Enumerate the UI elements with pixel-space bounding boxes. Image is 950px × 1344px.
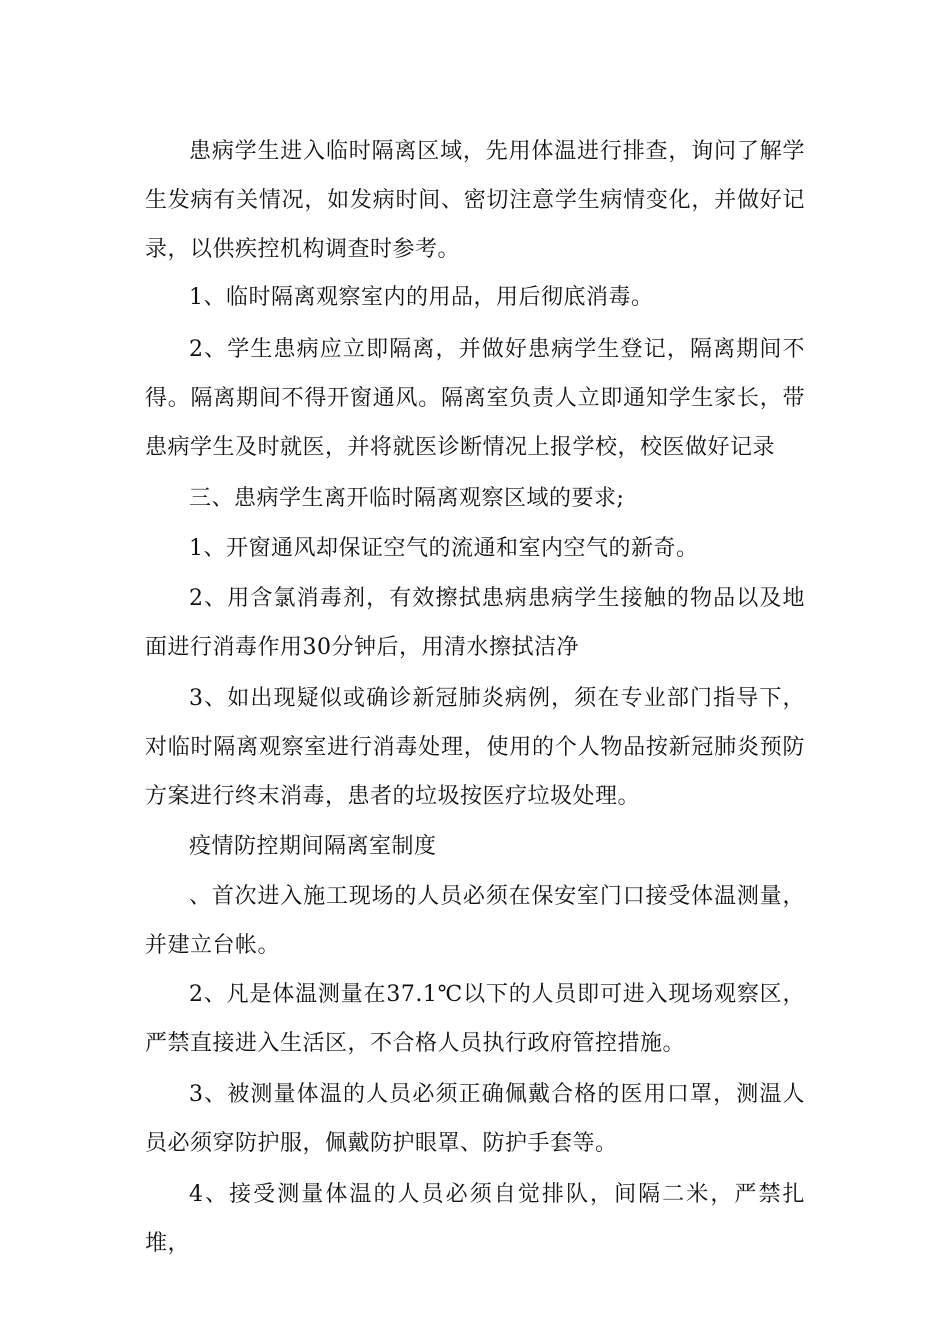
paragraph-4: 三、患病学生离开临时隔离观察区域的要求;: [189, 486, 625, 511]
paragraph-8: 疫情防控期间隔离室制度: [189, 834, 437, 859]
paragraph-6: 2、用含氯消毒剂，有效擦拭患病患病学生接触的物品以及地面进行消毒作用30分钟后，用清水擦拭洁净: [145, 586, 805, 660]
paragraph-1: 患病学生进入临时隔离区域，先用体温进行排查，询问了解学生发病有关情况，如发病时间、密切注意学生病情变化，并做好记录，以供疾控机构调查时参考。: [145, 139, 805, 262]
paragraph-7: 3、如出现疑似或确诊新冠肺炎病例，须在专业部门指导下，对临时隔离观察室进行消毒处理，使用的个人物品按新冠肺炎预防方案进行终末消毒，患者的垃圾按医疗垃圾处理。: [145, 686, 805, 809]
paragraph-12: 4、接受测量体温的人员必须自觉排队，间隔二米，严禁扎堆，: [145, 1182, 805, 1256]
paragraph-5: 1、开窗通风却保证空气的流通和室内空气的新奇。: [189, 536, 699, 561]
paragraph-2: 1、临时隔离观察室内的用品，用后彻底消毒。: [189, 285, 654, 310]
paragraph-10: 2、凡是体温测量在37.1℃以下的人员即可进入现场观察区，严禁直接进入生活区，不合格人员执行政府管控措施。: [145, 982, 805, 1056]
paragraph-9: 、首次进入施工现场的人员必须在保安室门口接受体温测量，并建立台帐。: [145, 884, 805, 958]
paragraph-11: 3、被测量体温的人员必须正确佩戴合格的医用口罩，测温人员必须穿防护服，佩戴防护眼罩、防护手套等。: [145, 1082, 805, 1156]
paragraph-3: 2、学生患病应立即隔离，并做好患病学生登记，隔离期间不得。隔离期间不得开窗通风。隔离室负责人立即通知学生家长，带患病学生及时就医，并将就医诊断情况上报学校，校医做好记录: [145, 337, 805, 460]
